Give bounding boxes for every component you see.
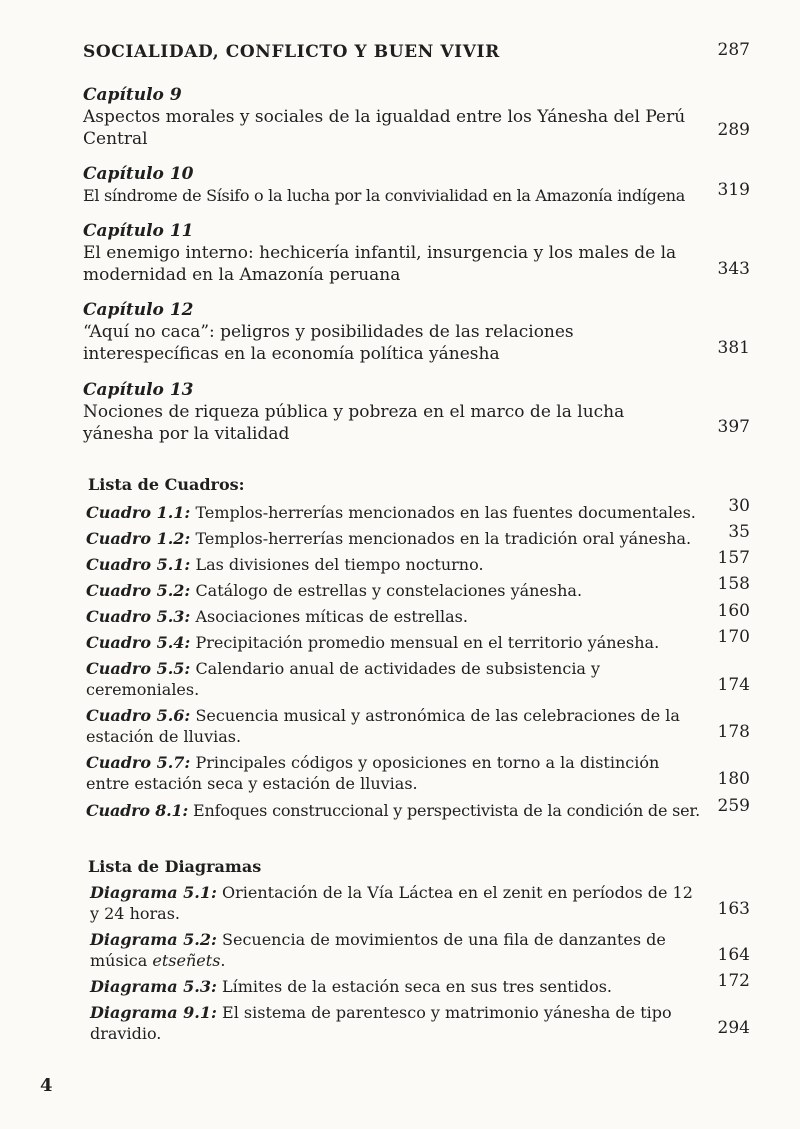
list-item: [86, 502, 701, 523]
chapter-page: 289: [717, 120, 750, 140]
list-item: [86, 554, 701, 575]
entry-label: Cuadro 8.1:: [86, 801, 189, 820]
entry-page: 157: [717, 548, 750, 568]
list-item: [90, 976, 705, 997]
entry-label: Diagrama 9.1:: [90, 1003, 217, 1022]
entry-title: Orientación de la Vía Láctea en el zenit en períodos de 12 y 24 horas.: [90, 883, 693, 923]
entry-page: 164: [717, 945, 750, 965]
entry-title-italic: etseñets: [152, 951, 221, 970]
chapter-title: El síndrome de Sísifo o la lucha por la convivialidad en la Amazonía indígena: [83, 186, 686, 205]
list-item: [86, 658, 701, 700]
chapter-entry: [83, 220, 693, 286]
entry-title: Las divisiones del tiempo nocturno.: [195, 555, 484, 574]
list-item: [86, 528, 701, 549]
chapter-label: Capítulo 12: [83, 300, 194, 320]
entry-page: 172: [717, 971, 750, 991]
entry-page: 30: [728, 496, 750, 516]
entry-label: Cuadro 5.1:: [86, 555, 191, 574]
list-item: [86, 752, 701, 794]
chapter-page: 319: [717, 180, 750, 200]
entry-title: Enfoques construccional y perspectivista de la condición de ser.: [193, 801, 700, 820]
chapter-page: 397: [717, 417, 750, 437]
entry-title: Templos-herrerías mencionados en las fuentes documentales.: [195, 503, 696, 522]
chapter-label: Capítulo 11: [83, 221, 194, 241]
chapter-page: 343: [717, 259, 750, 279]
entry-title: Límites de la estación seca en sus tres sentidos.: [222, 977, 613, 996]
page-number: 4: [40, 1075, 53, 1096]
entry-page: 174: [717, 675, 750, 695]
list-item: [90, 929, 705, 971]
entry-page: 35: [728, 522, 750, 542]
entry-page: 259: [717, 796, 750, 816]
entry-page: 178: [717, 722, 750, 742]
list-item: [86, 632, 701, 653]
entry-page: 294: [717, 1018, 750, 1038]
chapter-page: 381: [717, 338, 750, 358]
entry-title: Precipitación promedio mensual en el territorio yánesha.: [195, 633, 660, 652]
entry-page: 163: [717, 899, 750, 919]
entry-label: Cuadro 5.4:: [86, 633, 191, 652]
entry-title: El sistema de parentesco y matrimonio yánesha de tipo dravidio.: [90, 1003, 672, 1043]
entry-title: Secuencia musical y astronómica de las celebraciones de la estación de lluvias.: [86, 706, 680, 746]
entry-title: Principales códigos y oposiciones en torno a la distinción entre estación seca y estación de lluvias.: [86, 753, 660, 793]
entry-label: Cuadro 1.1:: [86, 503, 191, 522]
section-title: SOCIALIDAD, CONFLICTO Y BUEN VIVIR: [83, 42, 500, 62]
list-item: [90, 882, 705, 924]
chapter-label: Capítulo 9: [83, 85, 182, 105]
entry-page: 180: [717, 769, 750, 789]
entry-label: Cuadro 1.2:: [86, 529, 191, 548]
entry-label: Diagrama 5.2:: [90, 930, 217, 949]
chapter-entry: [83, 163, 723, 207]
diagramas-heading: Lista de Diagramas: [88, 857, 262, 876]
entry-page: 158: [717, 574, 750, 594]
entry-title: Catálogo de estrellas y constelaciones yánesha.: [195, 581, 583, 600]
entry-page: 160: [717, 601, 750, 621]
entry-label: Cuadro 5.6:: [86, 706, 191, 725]
chapter-entry: [83, 379, 693, 445]
entry-page: 170: [717, 627, 750, 647]
entry-title: Secuencia de movimientos de una fila de danzantes de música: [90, 930, 666, 970]
entry-title: Templos-herrerías mencionados en la tradición oral yánesha.: [195, 529, 692, 548]
entry-title-end: .: [220, 951, 226, 970]
entry-label: Cuadro 5.5:: [86, 659, 191, 678]
chapter-label: Capítulo 10: [83, 164, 194, 184]
chapter-entry: [83, 84, 693, 150]
chapter-label: Capítulo 13: [83, 380, 194, 400]
entry-label: Cuadro 5.7:: [86, 753, 191, 772]
section-page: 287: [717, 40, 750, 60]
entry-label: Diagrama 5.1:: [90, 883, 217, 902]
entry-title: Asociaciones míticas de estrellas.: [195, 607, 468, 626]
entry-label: Diagrama 5.3:: [90, 977, 217, 996]
chapter-entry: [83, 299, 693, 365]
cuadros-heading: Lista de Cuadros:: [88, 475, 245, 494]
entry-label: Cuadro 5.3:: [86, 607, 191, 626]
entry-title: Calendario anual de actividades de subsistencia y ceremoniales.: [86, 659, 601, 699]
entry-label: Cuadro 5.2:: [86, 581, 191, 600]
chapter-title: Nociones de riqueza pública y pobreza en el marco de la lucha yánesha por la vitalidad: [83, 402, 625, 444]
list-item: [86, 580, 701, 601]
chapter-title: “Aquí no caca”: peligros y posibilidades de las relaciones interespecíficas en la economía política yánesha: [83, 322, 574, 364]
chapter-title: Aspectos morales y sociales de la igualdad entre los Yánesha del Perú Central: [83, 107, 686, 149]
list-item: [86, 705, 701, 747]
list-item: [86, 606, 701, 627]
list-item: [90, 1002, 705, 1044]
chapter-title: El enemigo interno: hechicería infantil, insurgencia y los males de la modernidad en la Amazonía peruana: [83, 243, 677, 285]
list-item: [86, 800, 711, 821]
